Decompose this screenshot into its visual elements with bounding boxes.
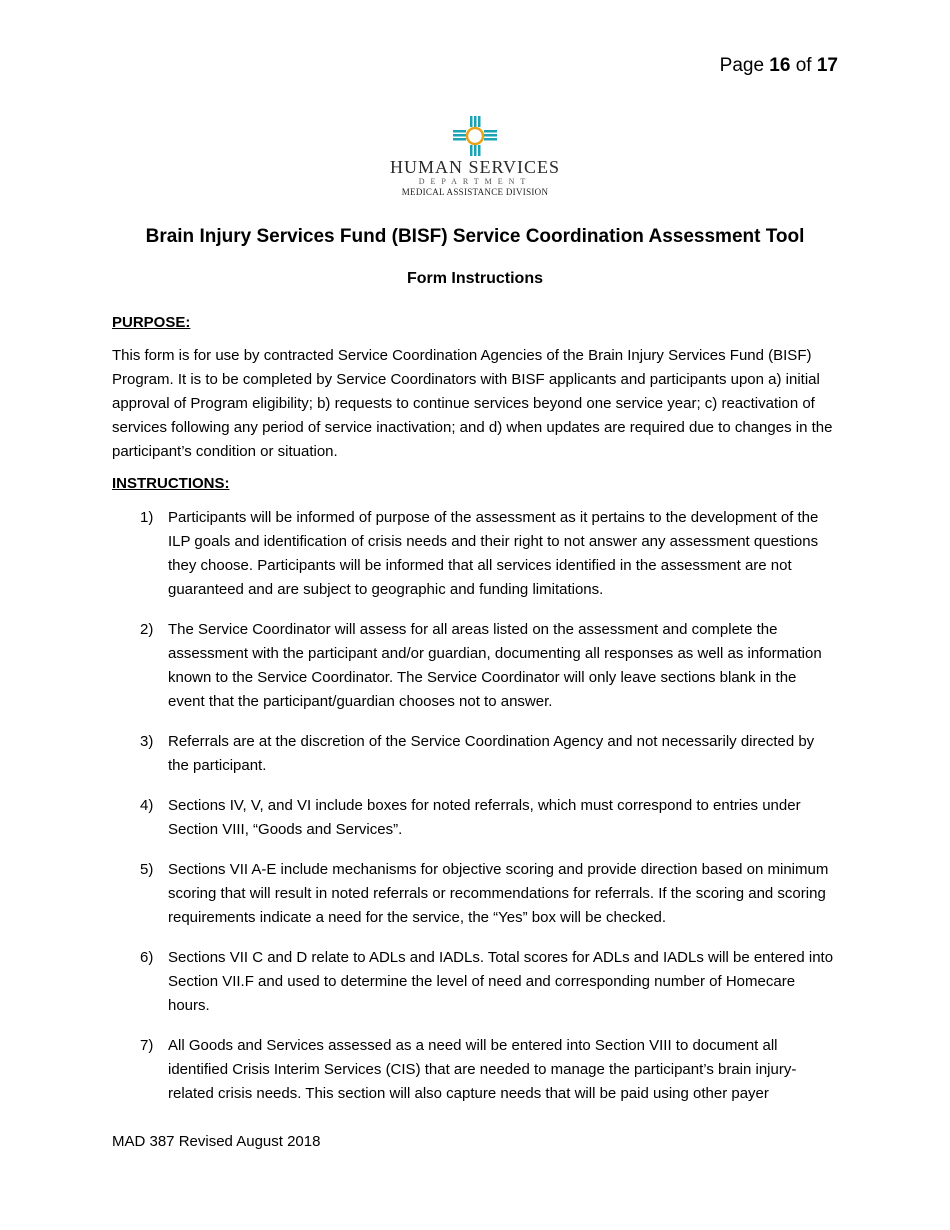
list-item-text: All Goods and Services assessed as a need will be entered into Section VIII to document all identified Crisis Interim Services (CIS) that are needed to manage the participant’s brain injury-related crisis needs. This section will also capture needs that will be paid using other payer bbox=[168, 1037, 797, 1102]
list-item bbox=[112, 946, 834, 1018]
logo-division: MEDICAL ASSISTANCE DIVISION bbox=[401, 187, 549, 197]
list-item-text: Sections IV, V, and VI include boxes for noted referrals, which must correspond to entries under Section VIII, “Goods and Services”. bbox=[168, 797, 801, 838]
zia-sun-icon bbox=[445, 116, 505, 156]
list-item-number: 4) bbox=[140, 797, 154, 814]
list-item-number: 5) bbox=[140, 861, 154, 878]
list-item-number: 1) bbox=[140, 509, 154, 526]
list-item-text: The Service Coordinator will assess for all areas listed on the assessment and complete the assessment with the participant and/or guardian, documenting all responses as well as information known to the Service Coordinator. The Service Coordinator will only leave sections blank in the event that the participant/guardian chooses not to answer. bbox=[168, 621, 822, 710]
instructions-heading: INSTRUCTIONS: bbox=[112, 475, 230, 492]
logo-human-services: HUMAN SERVICES bbox=[389, 157, 561, 177]
list-item-number: 7) bbox=[140, 1037, 154, 1054]
page-total: 17 bbox=[816, 55, 838, 76]
list-item bbox=[112, 794, 834, 842]
list-item-number: 2) bbox=[140, 621, 154, 638]
page-of-label: of bbox=[795, 55, 812, 76]
purpose-text: This form is for use by contracted Service Coordination Agencies of the Brain Injury Services Fund (BISF) Program. It is to be completed by Service Coordinators with BISF applicants and participants upon a) initial approval of Program eligibility; b) requests to continue services beyond one service year; c) reactivation of services following any period of service inactivation; and d) when updates are required due to changes in the participant’s condition or situation. bbox=[112, 347, 833, 460]
list-item-text: Participants will be informed of purpose of the assessment as it pertains to the development of the ILP goals and identification of crisis needs and their right to not answer any assessment questions they choose. Participants will be informed that all services identified in the assessment are not guaranteed and are subject to geographic and funding limitations. bbox=[168, 509, 819, 598]
hsd-logo bbox=[383, 116, 567, 202]
purpose-section bbox=[112, 311, 834, 464]
instructions-section bbox=[112, 472, 834, 1122]
purpose-heading: PURPOSE: bbox=[112, 314, 191, 331]
list-item-text: Sections VII C and D relate to ADLs and IADLs. Total scores for ADLs and IADLs will be entered into Section VII.F and used to determine the level of need and corresponding number of Homecare hours. bbox=[168, 949, 834, 1014]
page-current: 16 bbox=[769, 55, 791, 76]
list-item-text: Sections VII A-E include mechanisms for objective scoring and provide direction based on minimum scoring that will result in noted referrals or recommendations for referrals. If the scoring and scoring requirements indicate a need for the service, the “Yes” box will be checked. bbox=[168, 861, 829, 926]
page-number bbox=[720, 55, 838, 77]
logo-department: DEPARTMENT bbox=[418, 177, 532, 186]
list-item-number: 6) bbox=[140, 949, 154, 966]
list-item bbox=[112, 618, 834, 714]
footer-revision: MAD 387 Revised August 2018 bbox=[112, 1133, 321, 1150]
document-subtitle: Form Instructions bbox=[406, 270, 543, 287]
list-item bbox=[112, 730, 834, 778]
list-item bbox=[112, 506, 834, 602]
document-title: Brain Injury Services Fund (BISF) Service Coordination Assessment Tool bbox=[145, 226, 805, 247]
instructions-list bbox=[112, 506, 834, 1106]
list-item-number: 3) bbox=[140, 733, 154, 750]
list-item bbox=[112, 1034, 834, 1106]
list-item bbox=[112, 858, 834, 930]
list-item-text: Referrals are at the discretion of the Service Coordination Agency and not necessarily directed by the participant. bbox=[168, 733, 815, 774]
page-label: Page bbox=[719, 55, 765, 76]
